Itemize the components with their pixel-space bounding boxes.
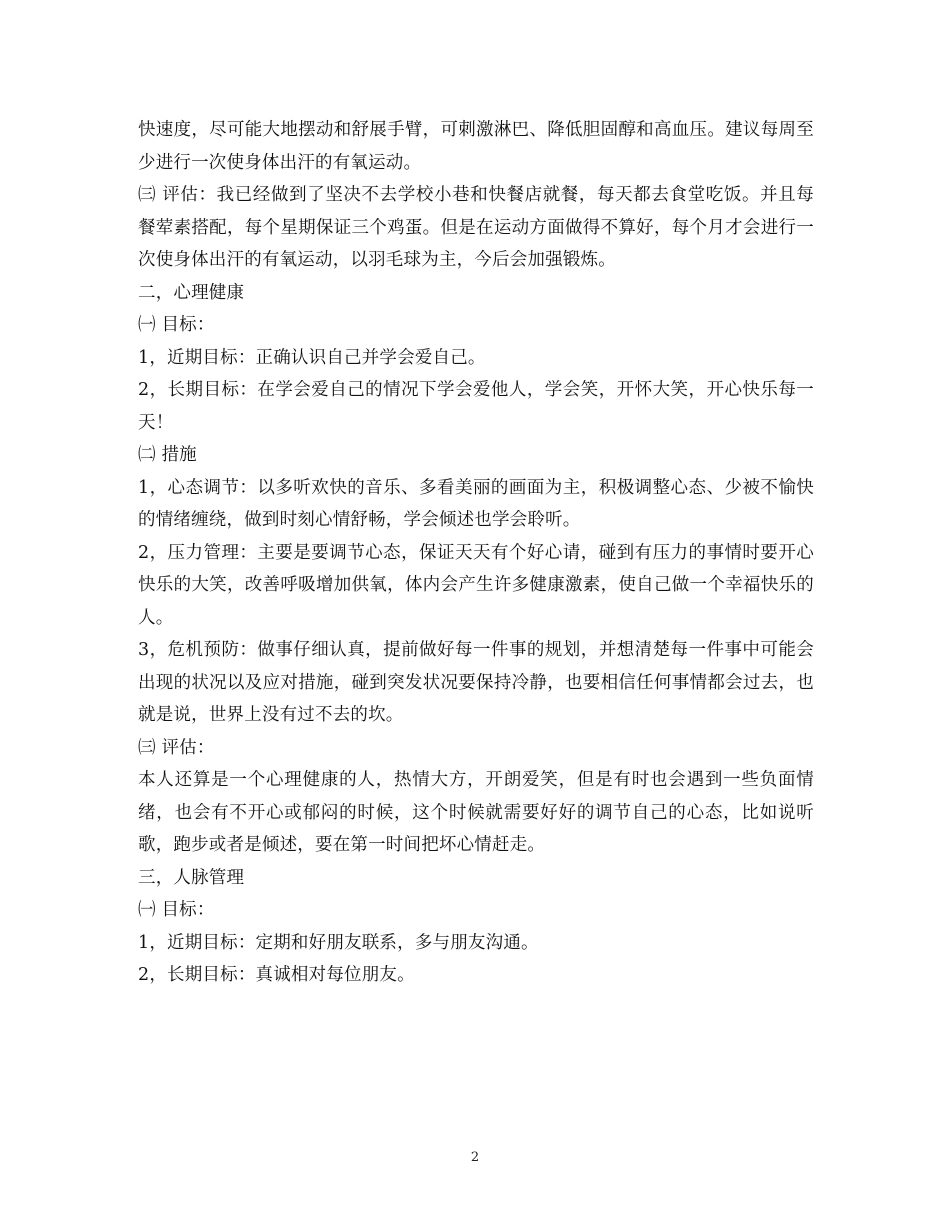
- paragraph-crisis-prevention: 3，危机预防：做事仔细认真，提前做好每一件事的规划，并想清楚每一件事中可能会出现的状况以及应对措施，碰到突发状况要保持冷静，也要相信任何事情都会过去，也就是说，世界上没有过不去的坎。: [138, 640, 814, 725]
- document-body: [138, 114, 814, 992]
- subheading-goals: ㈠ 目标：: [138, 315, 215, 335]
- paragraph-exercise-advice: 快速度，尽可能大地摆动和舒展手臂，可刺激淋巴、降低胆固醇和高血压。建议每周至少进行一次使身体出汗的有氧运动。: [138, 120, 814, 173]
- paragraph-long-term-goal: 2，长期目标：在学会爱自己的情况下学会爱他人，学会笑，开怀大笑，开心快乐每一天！: [138, 380, 814, 433]
- paragraph-health-assessment: ㈢ 评估：我已经做到了坚决不去学校小巷和快餐店就餐，每天都去食堂吃饭。并且每餐荤素搭配，每个星期保证三个鸡蛋。但是在运动方面做得不算好，每个月才会进行一次使身体出汗的有氧运动，以羽毛球为主，今后会加强锻炼。: [138, 185, 814, 270]
- paragraph-mental-assessment: 本人还算是一个心理健康的人，热情大方，开朗爱笑，但是有时也会遇到一些负面情绪，也会有不开心或郁闷的时候，这个时候就需要好好的调节自己的心态，比如说听歌，跑步或者是倾述，要在第一时间把坏心情赶走。: [138, 770, 814, 855]
- subheading-measures: ㈡ 措施: [138, 445, 197, 465]
- paragraph-network-short-term-goal: 1，近期目标：定期和好朋友联系，多与朋友沟通。: [138, 932, 539, 953]
- section-heading-mental-health: 二，心理健康: [138, 282, 245, 303]
- paragraph-network-long-term-goal: 2，长期目标：真诚相对每位朋友。: [138, 965, 415, 985]
- section-heading-network-management: 三，人脉管理: [138, 867, 245, 888]
- paragraph-mindset-adjustment: 1，心态调节：以多听欢快的音乐、多看美丽的画面为主，积极调整心态、少被不愉快的情绪缠绕，做到时刻心情舒畅，学会倾述也学会聆听。: [138, 477, 814, 530]
- subheading-network-goals: ㈠ 目标：: [138, 900, 215, 920]
- paragraph-stress-management: 2，压力管理：主要是要调节心态，保证天天有个好心请，碰到有压力的事情时要开心快乐的大笑，改善呼吸增加供氧，体内会产生许多健康激素，使自己做一个幸福快乐的人。: [138, 542, 814, 628]
- page-number: 2: [470, 1150, 480, 1165]
- paragraph-short-term-goal: 1，近期目标：正确认识自己并学会爱自己。: [138, 347, 486, 368]
- subheading-assessment: ㈢ 评估：: [138, 737, 215, 758]
